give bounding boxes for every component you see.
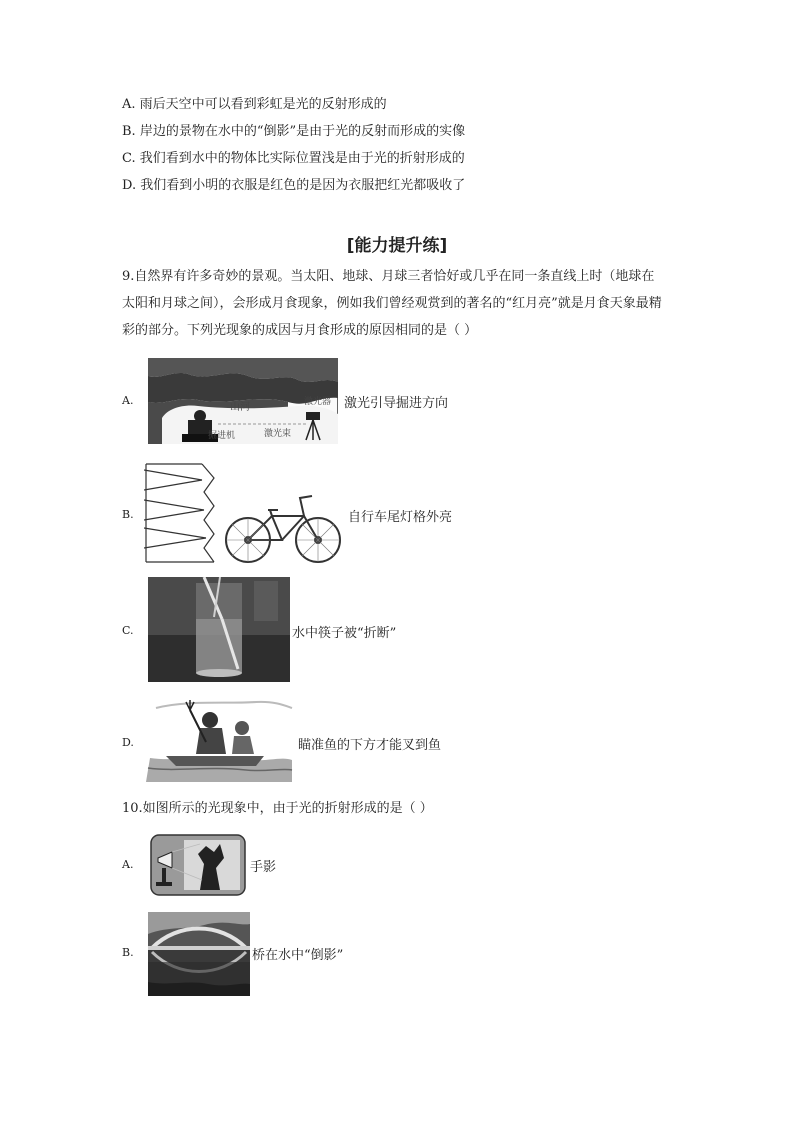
tunnel-laser-illustration — [148, 358, 338, 444]
q10-stem: 10.如图所示的光现象中，由于光的折射形成的是（ ） — [122, 801, 433, 816]
q8-option-a — [122, 96, 387, 114]
q9-option-d-image — [146, 698, 294, 782]
q9-option-c-letter: C. — [122, 624, 134, 637]
q8-option-a-text: 雨后天空中可以看到彩虹是光的反射形成的 — [139, 97, 387, 112]
spear-fishing-illustration — [146, 698, 294, 782]
q8-option-b — [122, 123, 465, 141]
q8-option-d-text: 我们看到小明的衣服是红色的是因为衣服把红光都吸收了 — [140, 178, 466, 193]
q8-option-a-letter: A. — [122, 97, 136, 112]
q10-option-a-caption: 手影 — [250, 860, 277, 875]
q9-option-d-caption: 瞄准鱼的下方才能叉到鱼 — [298, 738, 442, 753]
q8-option-d-letter: D. — [122, 178, 137, 193]
q8-option-b-letter: B. — [122, 124, 136, 139]
q10-option-b-caption: 桥在水中“倒影” — [252, 948, 344, 963]
q8-option-b-text: 岸边的景物在水中的“倒影”是由于光的反射而形成的实像 — [139, 124, 466, 139]
q9-option-a-caption: 激光引导掘进方向 — [344, 396, 449, 411]
q10-option-b-letter: B. — [122, 946, 134, 959]
q9-option-c-image — [148, 577, 290, 682]
q9-option-b-caption: 自行车尾灯格外亮 — [348, 510, 453, 525]
label-machine: 掘进机 — [208, 431, 236, 441]
q10-option-b-image — [148, 912, 250, 996]
hand-shadow-illustration — [150, 834, 246, 896]
q9-option-d-letter: D. — [122, 736, 134, 749]
q9-option-a-image — [148, 358, 338, 444]
label-laser-device: 激光器 — [304, 397, 332, 407]
label-mountain: 山河 — [230, 402, 250, 413]
label-beam: 激光束 — [264, 429, 292, 439]
q10-option-a-image — [150, 834, 246, 896]
q8-option-c — [122, 150, 465, 168]
q10-option-a-letter: A. — [122, 858, 134, 871]
bridge-reflection-photo — [148, 912, 250, 996]
q9-stem-line-2: 太阳和月球之间），会形成月食现象，例如我们曾经观赏到的著名的“红月亮”就是月食天象最精 — [122, 296, 662, 311]
reflector-bicycle-illustration — [144, 462, 350, 568]
q9-stem-line-3: 彩的部分。下列光现象的成因与月食形成的原因相同的是（ ） — [122, 323, 478, 338]
q9-option-b-letter: B. — [122, 508, 134, 521]
q9-option-a-letter: A. — [122, 394, 134, 407]
q9-option-c-caption: 水中筷子被“折断” — [292, 626, 397, 641]
section-title: [能力提升练] — [346, 236, 448, 256]
q8-option-d — [122, 177, 465, 195]
q9-option-b-image — [144, 462, 350, 568]
q8-option-c-text: 我们看到水中的物体比实际位置浅是由于光的折射形成的 — [139, 151, 465, 166]
chopstick-in-water-photo — [148, 577, 290, 682]
q9-stem-line-1: 9.自然界有许多奇妙的景观。当太阳、地球、月球三者恰好或几乎在同一条直线上时（地球在 — [122, 269, 655, 284]
q8-option-c-letter: C. — [122, 151, 136, 166]
